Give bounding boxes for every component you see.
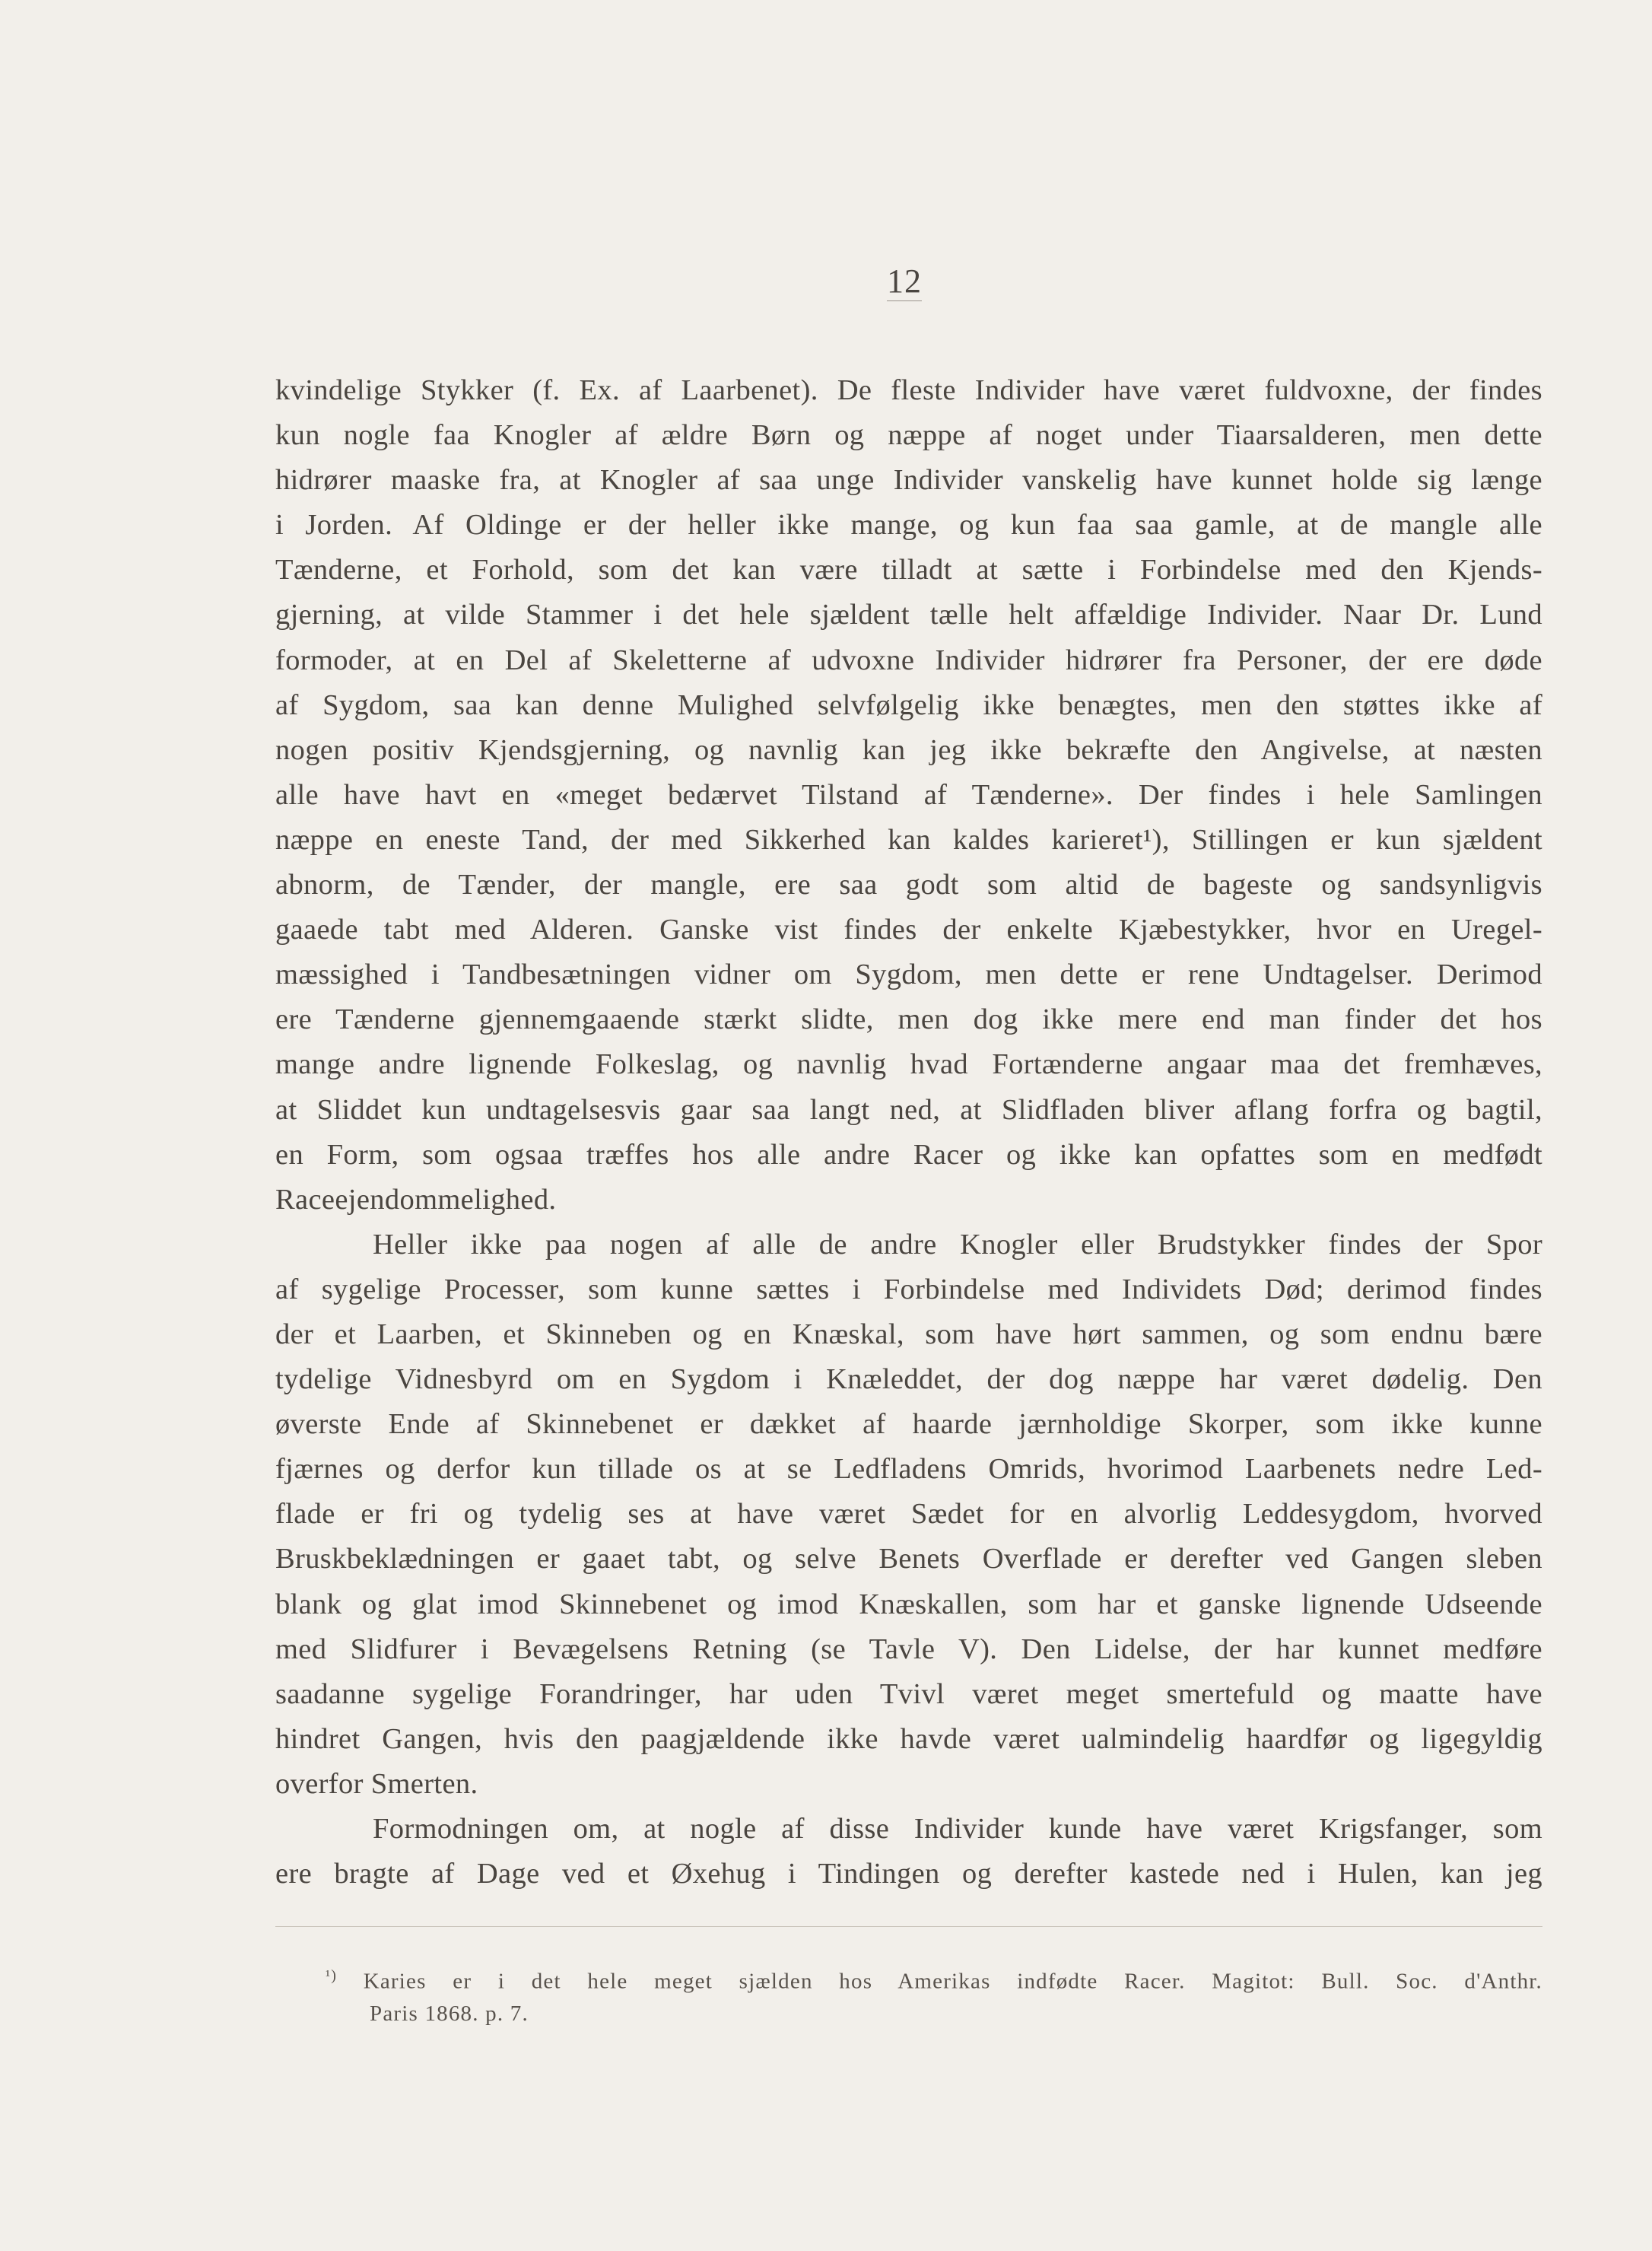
paragraph-1	[275, 368, 1542, 1222]
text-line: Formodningen om, at nogle af disse Individer kunde have været Krigsfanger, som	[373, 1813, 1542, 1845]
text-line: flade er fri og tydelig ses at have været Sædet for en alvorlig Leddesygdom, hvorved	[275, 1498, 1542, 1531]
text-line: Raceejendommelighed.	[275, 1183, 557, 1216]
text-line: gaaede tabt med Alderen. Ganske vist findes der enkelte Kjæbestykker, hvor en Uregel-	[275, 914, 1542, 946]
text-line: at Sliddet kun undtagelsesvis gaar saa langt ned, at Slidfladen bliver aflang forfra og bagtil,	[275, 1093, 1542, 1126]
body-text	[275, 368, 1542, 1896]
page-number-underline	[887, 300, 922, 301]
text-line: hidrører maaske fra, at Knogler af saa unge Individer vanskelig have kunnet holde sig længe	[275, 464, 1542, 497]
footnote-text: Karies er i det hele meget sjælden hos Amerikas indfødte Racer. Magitot: Bull. Soc. d'Anthr.	[363, 1969, 1543, 1994]
text-line: Heller ikke paa nogen af alle de andre Knogler eller Brudstykker findes der Spor	[373, 1228, 1542, 1261]
text-line: fjærnes og derfor kun tillade os at se Ledfladens Omrids, hvorimod Laarbenets nedre Led-	[275, 1453, 1542, 1486]
text-line: tydelige Vidnesbyrd om en Sygdom i Knæleddet, der dog næppe har været dødelig. Den	[275, 1363, 1542, 1396]
text-line: ere Tænderne gjennemgaaende stærkt slidte, men dog ikke mere end man finder det hos	[275, 1003, 1542, 1036]
text-line: gjerning, at vilde Stammer i det hele sjældent tælle helt affældige Individer. Naar Dr. Lund	[275, 599, 1542, 631]
text-line: blank og glat imod Skinnebenet og imod Knæskallen, som har et ganske lignende Udseende	[275, 1588, 1542, 1620]
text-line: kvindelige Stykker (f. Ex. af Laarbenet). De fleste Individer have været fuldvoxne, der findes	[275, 374, 1542, 406]
text-line: der et Laarben, et Skinneben og en Knæskal, som have hørt sammen, og som endnu bære	[275, 1318, 1542, 1350]
text-line: abnorm, de Tænder, der mangle, ere saa godt som altid de bageste og sandsynligvis	[275, 869, 1542, 901]
text-line: nogen positiv Kjendsgjerning, og navnlig kan jeg ikke bekræfte den Angivelse, at næsten	[275, 733, 1542, 766]
page-number: 12	[887, 262, 922, 300]
text-line: Tænderne, et Forhold, som det kan være tilladt at sætte i Forbindelse med den Kjends-	[275, 554, 1542, 587]
footnote	[326, 1960, 1542, 2030]
text-line: med Slidfurer i Bevægelsens Retning (se Tavle V). Den Lidelse, der har kunnet medføre	[275, 1633, 1542, 1665]
text-line: i Jorden. Af Oldinge er der heller ikke mange, og kun faa saa gamle, at de mangle alle	[275, 509, 1542, 542]
text-line: mange andre lignende Folkeslag, og navnlig hvad Fortænderne angaar maa det fremhæves,	[275, 1048, 1542, 1081]
text-line: næppe en eneste Tand, der med Sikkerhed kan kaldes karieret¹), Stillingen er kun sjældent	[275, 823, 1542, 856]
paragraph-2	[275, 1222, 1542, 1807]
text-line: saadanne sygelige Forandringer, har uden Tvivl været meget smertefuld og maatte have	[275, 1677, 1542, 1710]
text-line: formoder, at en Del af Skeletterne af udvoxne Individer hidrører fra Personer, der ere døde	[275, 644, 1542, 676]
text-line: alle have havt en «meget bedærvet Tilstand af Tænderne». Der findes i hele Samlingen	[275, 778, 1542, 811]
footnote-divider	[275, 1926, 1542, 1927]
footnote-line: Paris 1868. p. 7.	[370, 2001, 529, 2026]
text-line: Bruskbeklædningen er gaaet tabt, og selve Benets Overflade er derefter ved Gangen sleben	[275, 1543, 1542, 1575]
text-line: en Form, som ogsaa træffes hos alle andre Racer og ikke kan opfattes som en medfødt	[275, 1138, 1542, 1171]
footnote-line	[326, 1960, 1542, 1998]
text-line: af sygelige Processer, som kunne sættes i Forbindelse med Individets Død; derimod findes	[275, 1273, 1542, 1305]
text-line: mæssighed i Tandbesætningen vidner om Sygdom, men dette er rene Undtagelser. Derimod	[275, 959, 1542, 991]
text-line: overfor Smerten.	[275, 1767, 478, 1800]
text-line: af Sygdom, saa kan denne Mulighed selvfølgelig ikke benægtes, men den støttes ikke af	[275, 688, 1542, 721]
footnote-mark: ¹)	[326, 1967, 338, 1984]
text-line: kun nogle faa Knogler af ældre Børn og næppe af noget under Tiaarsalderen, men dette	[275, 419, 1542, 452]
text-line: ere bragte af Dage ved et Øxehug i Tindingen og derefter kastede ned i Hulen, kan jeg	[275, 1858, 1542, 1890]
text-line: hindret Gangen, hvis den paagjældende ikke havde været ualmindelig haardfør og ligegyldig	[275, 1722, 1542, 1755]
text-line: øverste Ende af Skinnebenet er dækket af haarde jærnholdige Skorper, som ikke kunne	[275, 1408, 1542, 1441]
paragraph-3	[275, 1807, 1542, 1896]
